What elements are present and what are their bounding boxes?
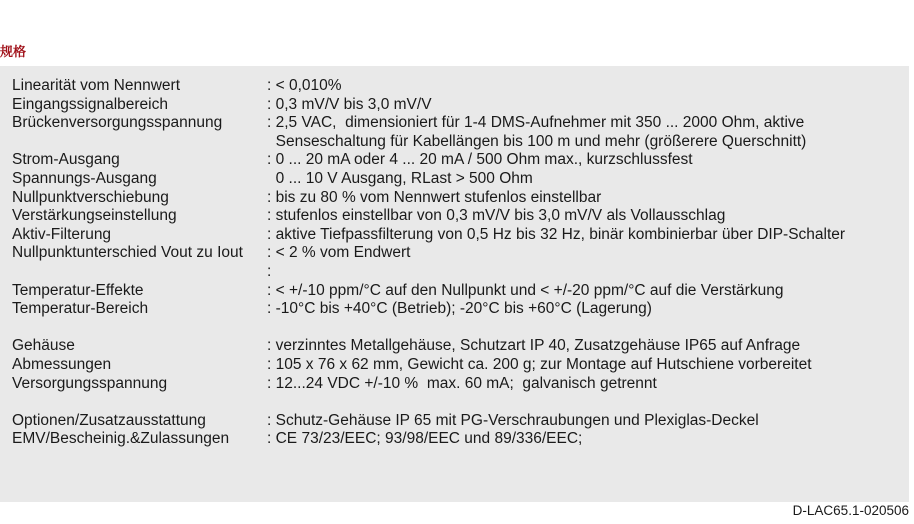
- spec-label: Versorgungsspannung: [12, 374, 168, 392]
- spec-row: [12, 430, 907, 449]
- spec-value: : 105 x 76 x 62 mm, Gewicht ca. 200 g; zur Montage auf Hutschiene vorbereitet: [267, 355, 812, 373]
- spec-label: [12, 263, 267, 282]
- spec-value: : stufenlos einstellbar von 0,3 mV/V bis 3,0 mV/V als Vollausschlag: [267, 207, 726, 225]
- spec-label: Aktiv-Filterung: [12, 225, 112, 243]
- spec-label: Abmessungen: [12, 355, 112, 373]
- spec-value: : < 2 % vom Endwert: [267, 244, 411, 262]
- spec-row: [12, 375, 907, 394]
- spec-row: [12, 96, 907, 115]
- spec-value: : 2,5 VAC, dimensioniert für 1-4 DMS-Aufnehmer mit 350 ... 2000 Ohm, aktive: [267, 114, 805, 132]
- spec-label: Linearität vom Nennwert: [12, 77, 180, 94]
- spec-label: Gehäuse: [12, 337, 75, 355]
- spec-row: [12, 337, 907, 356]
- spec-value: : bis zu 80 % vom Nennwert stufenlos einstellbar: [267, 188, 602, 206]
- spec-row: [12, 319, 907, 338]
- spec-label: Brückenversorgungsspannung: [12, 114, 223, 132]
- spec-value: 0 ... 10 V Ausgang, RLast > 500 Ohm: [267, 169, 533, 187]
- spec-value: : 12...24 VDC +/-10 % max. 60 mA; galvanisch getrennt: [267, 374, 657, 392]
- spec-row: [12, 114, 907, 133]
- spec-label: Eingangssignalbereich: [12, 95, 168, 113]
- spec-label: [12, 319, 267, 338]
- spec-label: Strom-Ausgang: [12, 151, 120, 169]
- spec-label: Nullpunktunterschied Vout zu Iout: [12, 244, 243, 262]
- spec-row: [12, 412, 907, 431]
- spec-row: [12, 393, 907, 412]
- spec-row: [12, 226, 907, 245]
- spec-row: [12, 151, 907, 170]
- spec-label: Verstärkungseinstellung: [12, 207, 177, 225]
- spec-row: [12, 244, 907, 263]
- spec-row: [12, 77, 907, 96]
- spec-value: Senseschaltung für Kabellängen bis 100 m und mehr (größerere Querschnitt): [267, 132, 807, 150]
- spec-row: [12, 282, 907, 301]
- spec-label: Optionen/Zusatzausstattung: [12, 411, 206, 429]
- spec-value: : verzinntes Metallgehäuse, Schutzart IP 40, Zusatzgehäuse IP65 auf Anfrage: [267, 337, 801, 355]
- spec-row: [12, 207, 907, 226]
- spec-row: [12, 356, 907, 375]
- spec-value: : CE 73/23/EEC; 93/98/EEC und 89/336/EEC;: [267, 430, 583, 448]
- spec-label: [12, 393, 267, 412]
- spec-label: Temperatur-Effekte: [12, 281, 144, 299]
- spec-label: Spannungs-Ausgang: [12, 169, 157, 187]
- spec-row: [12, 133, 907, 152]
- spec-label: Nullpunktverschiebung: [12, 188, 169, 206]
- spec-label: [12, 133, 267, 152]
- spec-value: :: [267, 262, 272, 280]
- spec-value: : < 0,010%: [267, 77, 342, 94]
- spec-value: : 0,3 mV/V bis 3,0 mV/V: [267, 95, 432, 113]
- spec-row: [12, 170, 907, 189]
- spec-label: EMV/Bescheinig.&Zulassungen: [12, 430, 230, 448]
- spec-row: [12, 189, 907, 208]
- spec-row: [12, 300, 907, 319]
- section-title: 规格: [0, 45, 27, 60]
- spec-value: : 0 ... 20 mA oder 4 ... 20 mA / 500 Ohm max., kurzschlussfest: [267, 151, 693, 169]
- spec-value: : aktive Tiefpassfilterung von 0,5 Hz bis 32 Hz, binär kombinierbar über DIP-Schalter: [267, 225, 846, 243]
- spec-value: [267, 319, 907, 338]
- spec-value: [267, 393, 907, 412]
- spec-value: : Schutz-Gehäuse IP 65 mit PG-Verschraubungen und Plexiglas-Deckel: [267, 411, 759, 429]
- spec-value: : -10°C bis +40°C (Betrieb); -20°C bis +60°C (Lagerung): [267, 300, 652, 318]
- spec-value: : < +/-10 ppm/°C auf den Nullpunkt und < +/-20 ppm/°C auf die Verstärkung: [267, 281, 784, 299]
- document-code: D-LAC65.1-020506: [792, 503, 909, 518]
- spec-table: [12, 77, 907, 449]
- spec-label: Temperatur-Bereich: [12, 300, 149, 318]
- spec-row: [12, 263, 907, 282]
